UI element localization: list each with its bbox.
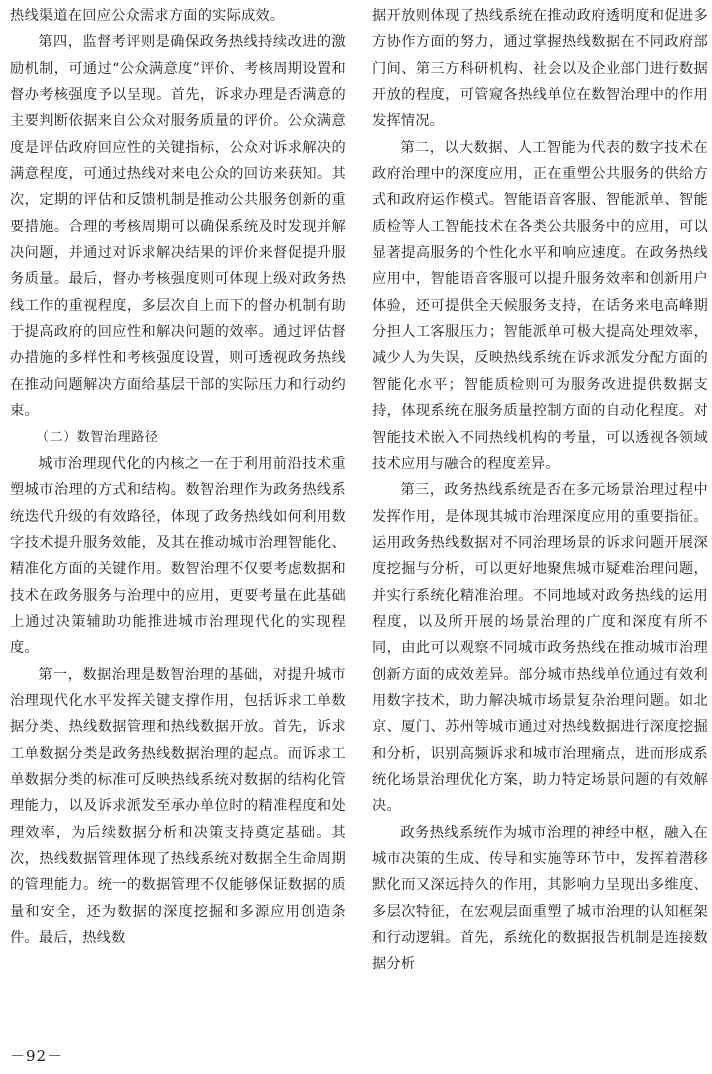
paragraph-scenario-governance: 第三，政务热线系统是否在多元场景治理过程中发挥作用，是体现其城市治理深度应用的重要指征。运用政务热线数据对不同治理场景的诉求问题开展深度挖掘与分析，可以更好地聚焦城市疑难治理问题，并实行系统化精准治理。不同地域对政务热线的运用程度，以及所开展的场景治理的广度和深度有所不同，由此可以观察不同城市政务热线在推动城市治理创新方面的成效差异。部分城市热线单位通过有效利用数字技术，助力解决城市场景复杂治理问题。如北京、厦门、苏州等城市通过对热线数据进行深度挖掘和分析，识别高频诉求和城市治理痛点，进而形成系统化场景治理优化方案，助力特定场景问题的有效解决。: [372, 482, 708, 815]
left-column: [10, 3, 346, 951]
paragraph-supervision-evaluation: 第四，监督考评则是确保政务热线持续改进的激励机制，可通过“公众满意度”评价、考核周期设置和督办考核强度予以呈现。首先，诉求办理是否满意的主要判断依据来自公众对服务质量的评价。公众满意度是评估政府回应性的关键指标，公众对诉求解决的满意程度，可通过热线对来电公众的回访来获知。其次，定期的评估和反馈机制是推动公共服务创新的重要措施。合理的考核周期可以确保系统及时发现并解决问题，并通过对诉求解决结果的评价来督促提升服务质量。最后，督办考核强度则可体现上级对政务热线工作的重视程度，多层次自上而下的督办机制有助于提高政府的回应性和解决问题的效率。通过评估督办措施的多样性和考核强度设置，则可透视政务热线在推动问题解决方面给基层干部的实际压力和行动约束。: [10, 34, 346, 420]
paragraph-data-openness-continuation: 据开放则体现了热线系统在推动政府透明度和促进多方协作方面的努力，通过掌握热线数据在不同政府部门间、第三方科研机构、社会以及企业部门进行数据开放的程度，可管窥各热线单位在数智治理中的作用发挥情况。: [372, 8, 708, 130]
paragraph-digital-governance-intro: 城市治理现代化的内核之一在于利用前沿技术重塑城市治理的方式和结构。数智治理作为政务热线系统迭代升级的有效路径，体现了政务热线如何利用数字技术提升服务效能，及其在推动城市治理智能化、精准化方面的关键作用。数智治理不仅要考虑数据和技术在政务服务与治理中的应用，更要考量在此基础上通过决策辅助功能推进城市治理现代化的实现程度。: [10, 455, 346, 657]
paragraph-continuation: 热线渠道在回应公众需求方面的实际成效。: [10, 8, 285, 24]
page-number: －92－: [10, 1047, 64, 1065]
paragraph-data-governance: 第一，数据治理是数智治理的基础，对提升城市治理现代化水平发挥关键支撑作用，包括诉求工单数据分类、热线数据管理和热线数据开放。首先，诉求工单数据分类是政务热线数据治理的起点。而诉求工单数据分类的标准可反映热线系统对数据的结构化管理能力，以及诉求派发至承办单位时的精准程度和处理效率，为后续数据分析和决策支持奠定基础。其次，热线数据管理体现了热线系统对数据全生命周期的管理能力。统一的数据管理不仅能够保证数据的质量和安全，还为数据的深度挖掘和多源应用创造条件。最后，热线数: [10, 666, 346, 947]
paragraph-ai-technology: 第二，以大数据、人工智能为代表的数字技术在政府治理中的深度应用，正在重塑公共服务的供给方式和政府运作模式。智能语音客服、智能派单、智能质检等人工智能技术在各类公共服务中的应用，可以显著提高服务的个性化水平和响应速度。在政务热线应用中，智能语音客服可以提升服务效率和创新用户体验，还可提供全天候服务支持，在话务来电高峰期分担人工客服压力；智能派单可极大提高处理效率，减少人为失误，反映热线系统在诉求派发分配方面的智能化水平；智能质检则可为服务改进提供数据支持，体现系统在服务质量控制方面的自动化程度。对智能技术嵌入不同热线机构的考量，可以透视各领域技术应用与融合的程度差异。: [372, 139, 708, 472]
section-heading-digital-governance: （二）数智治理路径: [36, 429, 159, 445]
paragraph-neural-center: 政务热线系统作为城市治理的神经中枢，融入在城市决策的生成、传导和实施等环节中，发挥着潜移默化而又深远持久的作用，其影响力呈现出多维度、多层次特征，在宏观层面重塑了城市治理的认知框架和行动逻辑。首先，系统化的数据报告机制是连接数据分析: [372, 824, 708, 973]
right-column: [372, 3, 708, 978]
